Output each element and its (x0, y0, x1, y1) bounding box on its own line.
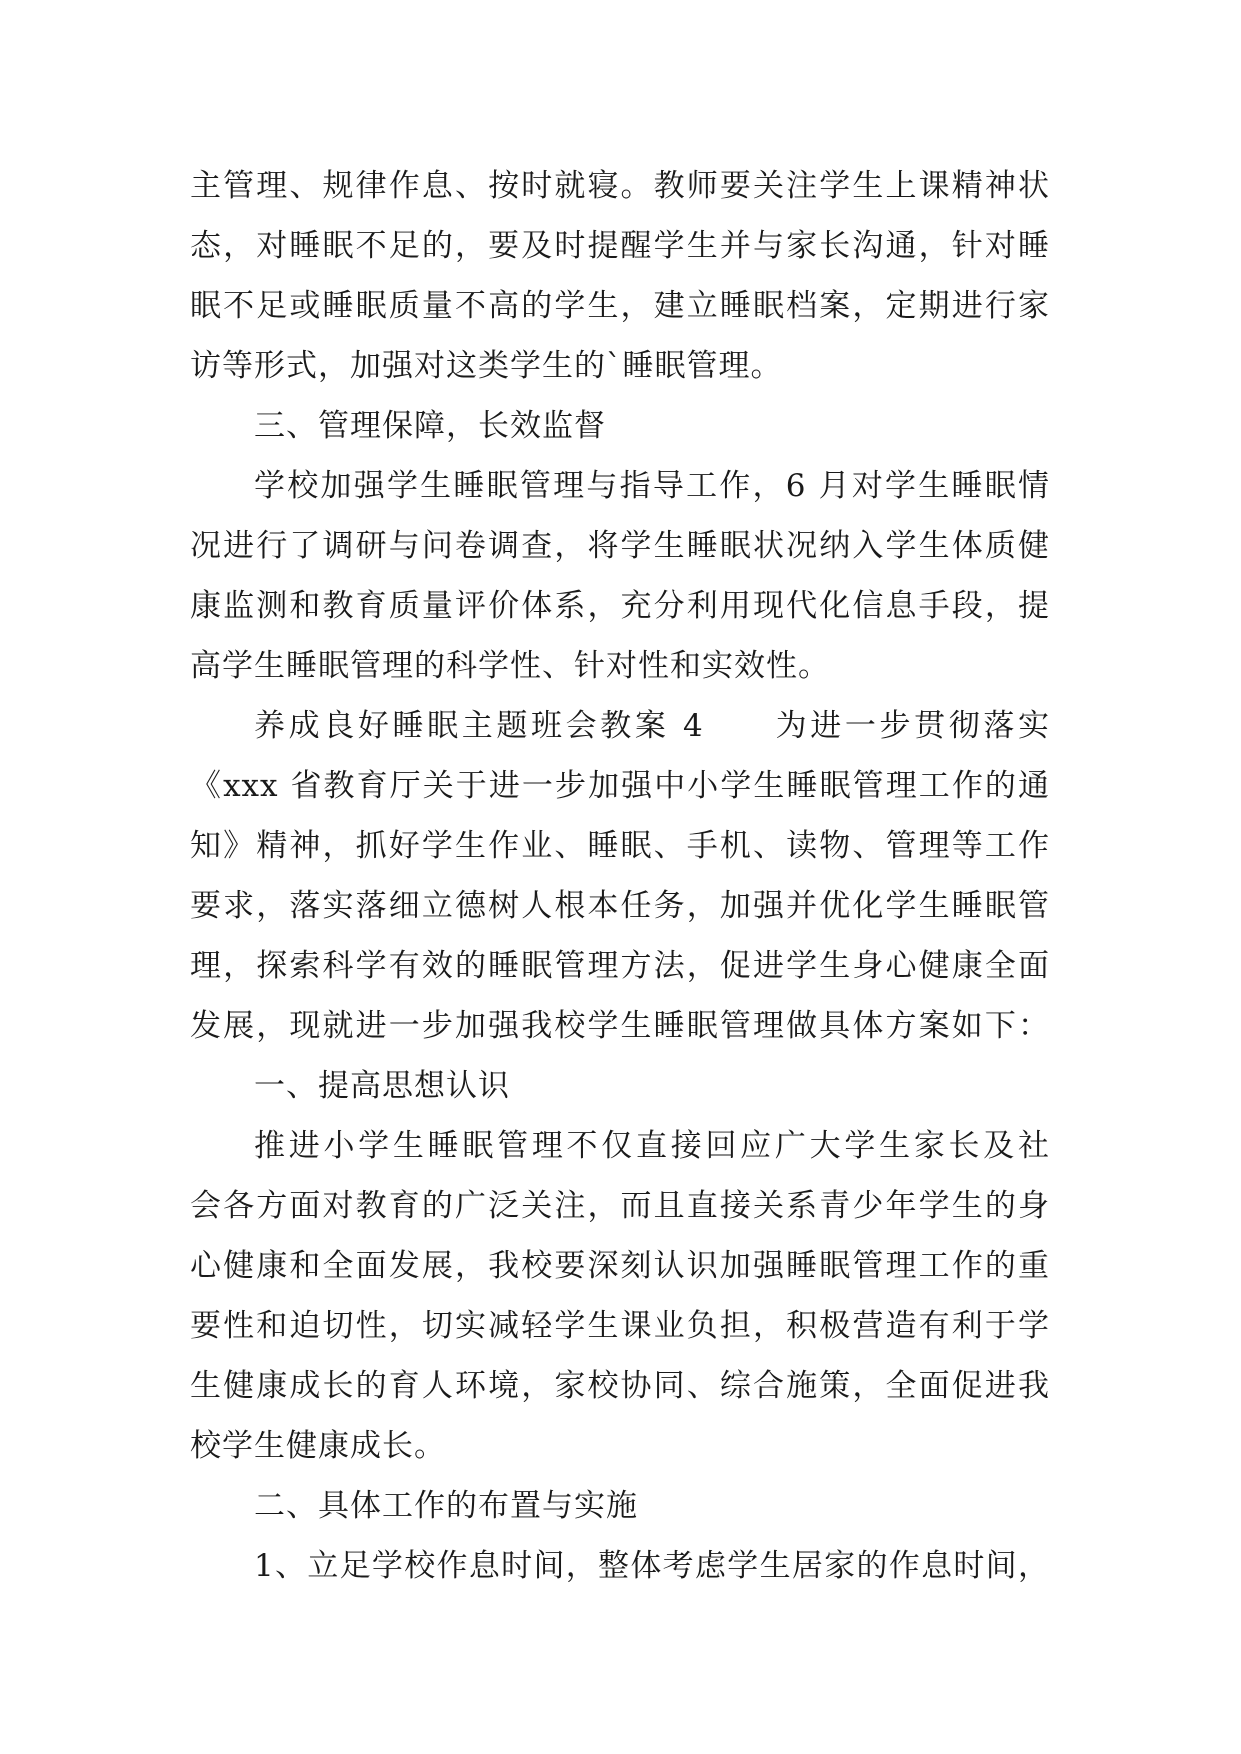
section-heading: 一、提高思想认识 (254, 1068, 510, 1104)
body-line: 养成良好睡眠主题班会教案 4 为进一步贯彻落实 (254, 708, 1050, 744)
body-line: 主管理、规律作息、按时就寝。教师要关注学生上课精神状 (190, 168, 1050, 204)
body-line: 发展，现就进一步加强我校学生睡眠管理做具体方案如下： (190, 1008, 1050, 1044)
section-heading: 三、管理保障，长效监督 (254, 408, 606, 444)
body-line: 学校加强学生睡眠管理与指导工作，6 月对学生睡眠情 (254, 468, 1050, 504)
body-line: 眠不足或睡眠质量不高的学生，建立睡眠档案，定期进行家 (190, 288, 1050, 324)
body-line: 《xxx 省教育厅关于进一步加强中小学生睡眠管理工作的通 (190, 768, 1050, 804)
body-line: 推进小学生睡眠管理不仅直接回应广大学生家长及社 (254, 1128, 1050, 1164)
section-heading: 二、具体工作的布置与实施 (254, 1488, 638, 1524)
body-line: 况进行了调研与问卷调查，将学生睡眠状况纳入学生体质健 (190, 528, 1050, 564)
body-line: 知》精神，抓好学生作业、睡眠、手机、读物、管理等工作 (190, 828, 1050, 864)
body-line: 康监测和教育质量评价体系，充分利用现代化信息手段，提 (190, 588, 1050, 624)
body-line: 会各方面对教育的广泛关注，而且直接关系青少年学生的身 (190, 1188, 1050, 1224)
body-line: 生健康成长的育人环境，家校协同、综合施策，全面促进我 (190, 1368, 1050, 1404)
body-line: 理，探索科学有效的睡眠管理方法，促进学生身心健康全面 (190, 948, 1050, 984)
body-line: 1、立足学校作息时间，整体考虑学生居家的作息时间， (254, 1548, 1050, 1584)
body-line: 态，对睡眠不足的，要及时提醒学生并与家长沟通，针对睡 (190, 228, 1050, 264)
document-body (190, 156, 1050, 1596)
body-line: 要求，落实落细立德树人根本任务，加强并优化学生睡眠管 (190, 888, 1050, 924)
body-line: 要性和迫切性，切实减轻学生课业负担，积极营造有利于学 (190, 1308, 1050, 1344)
body-line: 校学生健康成长。 (190, 1428, 446, 1464)
body-line: 访等形式，加强对这类学生的`睡眠管理。 (190, 348, 783, 384)
body-line: 心健康和全面发展，我校要深刻认识加强睡眠管理工作的重 (190, 1248, 1050, 1284)
body-line: 高学生睡眠管理的科学性、针对性和实效性。 (190, 648, 830, 684)
